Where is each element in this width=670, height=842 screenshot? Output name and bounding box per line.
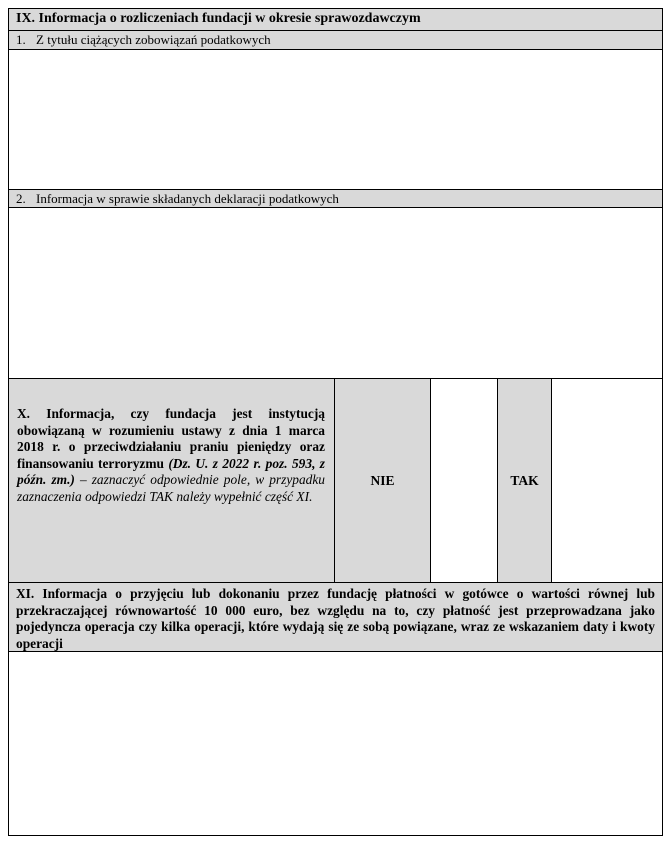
section-xi-header (9, 583, 662, 652)
section-ix-item2-header (9, 190, 662, 208)
option-no-checkbox[interactable] (431, 379, 498, 582)
item2-number: 2. (16, 191, 26, 206)
item2-label: Informacja w sprawie składanych deklaracji podatkowych (36, 191, 339, 206)
option-no-label: NIE (370, 472, 395, 488)
item1-label: Z tytułu ciążących zobowiązań podatkowych (36, 32, 271, 47)
section-x-legal-ref: (Dz. U. z 2022 r. poz. 593, z późn. zm.) (17, 455, 325, 488)
item1-number: 1. (16, 32, 26, 47)
item1-text-area[interactable] (9, 50, 662, 190)
section-x-instruction: – zaznaczyć odpowiednie pole, w przypadku zaznaczenia odpowiedzi TAK należy wypełnić część XI. (17, 472, 325, 504)
section-x-question (9, 379, 335, 582)
item2-text-area[interactable] (9, 208, 662, 379)
section-x-text-bold: X. Informacja, czy fundacja jest instytucją obowiązaną w rozumieniu ustawy z dnia 1 marca 2018 r. o przeciwdziałaniu praniu pieniędzy oraz finansowaniu terroryzmu (17, 406, 325, 471)
option-yes-checkbox[interactable] (552, 379, 662, 582)
option-yes-label-cell (498, 379, 552, 582)
section-ix-title: IX. Informacja o rozliczeniach fundacji w okresie sprawozdawczym (16, 11, 421, 26)
section-ix-item1-header (9, 31, 662, 50)
section-x-text (17, 406, 325, 506)
section-x-row (9, 379, 662, 583)
section-xi-title: XI. Informacja o przyjęciu lub dokonaniu przez fundację płatności w gotówce o wartości równej lub przekraczającej równowartość 10 000 euro, bez względu na to, czy płatność jest przeprowadzana jako pojedyncza operacja czy kilka operacji, które wydają się ze sobą powiązane, wraz ze wskazaniem daty i kwoty operacji (16, 586, 655, 651)
section-xi-text-area[interactable] (9, 652, 662, 835)
option-no-label-cell (335, 379, 431, 582)
section-ix-header (9, 9, 662, 31)
option-yes-label: TAK (510, 472, 539, 488)
financial-report-form (8, 8, 663, 836)
